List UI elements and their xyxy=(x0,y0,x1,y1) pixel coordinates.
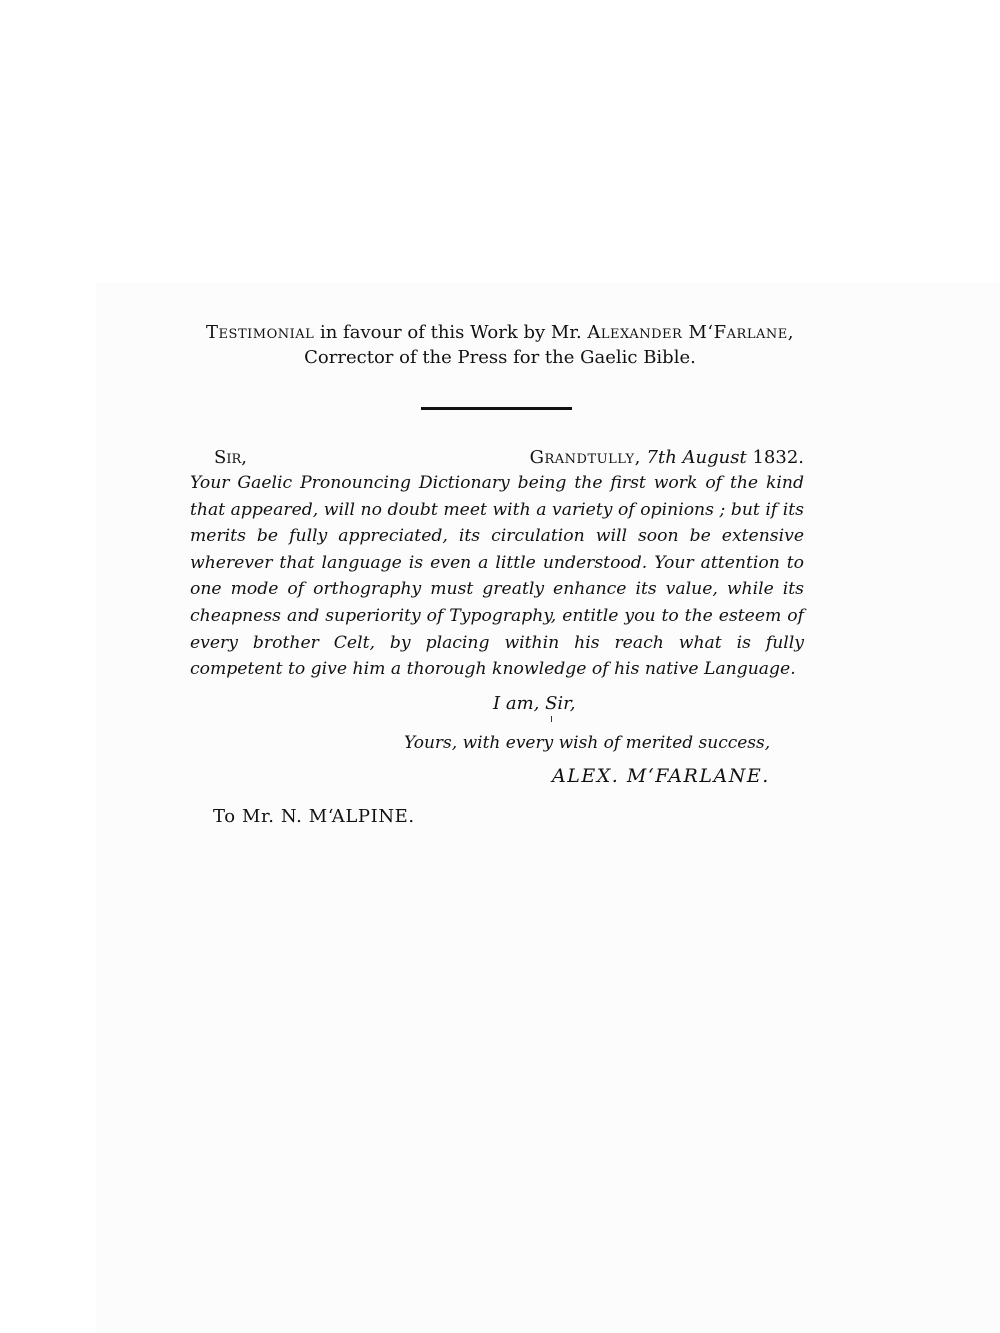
dateline xyxy=(530,447,804,468)
signature: ALEX. M‘FARLANE. xyxy=(552,765,770,787)
closing-valediction: Yours, with every wish of merited success, xyxy=(404,733,771,753)
section-divider-rule xyxy=(421,407,572,410)
stray-print-mark xyxy=(551,716,552,722)
salutation: Sir, xyxy=(214,447,247,468)
heading-author-name: Alexander M‘Farlane, xyxy=(587,322,794,343)
salutation-row xyxy=(190,447,804,471)
heading-line-1 xyxy=(180,320,820,345)
addressee: To Mr. N. M‘ALPINE. xyxy=(213,806,415,827)
heading-line-2: Corrector of the Press for the Gaelic Bible. xyxy=(304,347,696,368)
dateline-year: 1832. xyxy=(746,447,804,468)
testimonial-heading xyxy=(180,320,820,370)
heading-label: Testimonial xyxy=(206,322,315,343)
letter-body: Your Gaelic Pronouncing Dictionary being the first work of the kind that appeared, will no doubt meet with a variety of opinions ; but if its merits be fully appreciated, its circulation will soon be extensive wherever that language is even a little understood. Your attention to one mode of orthography must greatly enhance its value, while its cheapness and superiority of Typography, entitle you to the esteem of every brother Celt, by placing within his reach what is fully competent to give him a thorough knowledge of his native Language. xyxy=(190,473,804,680)
dateline-day: 7th August xyxy=(646,447,747,468)
dateline-place: Grandtully, xyxy=(529,447,641,468)
closing-greeting: I am, Sir, xyxy=(493,693,576,714)
heading-mid-text: in favour of this Work by Mr. xyxy=(314,322,588,343)
